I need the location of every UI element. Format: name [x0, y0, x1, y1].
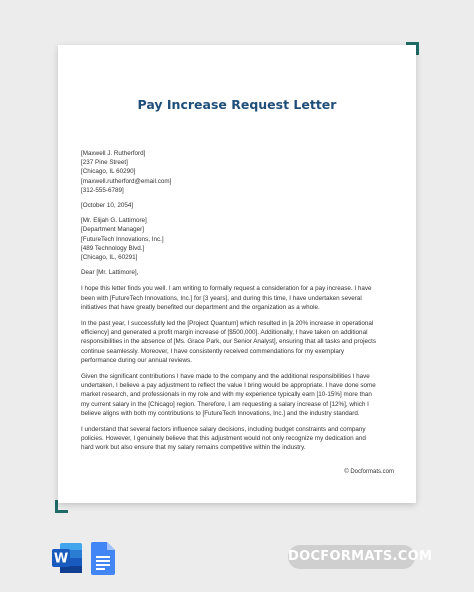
recipient-name: [Mr. Elijah G. Lattimore]	[81, 217, 147, 225]
microsoft-word-icon[interactable]	[51, 541, 83, 575]
paragraph-achievements	[81, 319, 398, 365]
letter-body	[81, 149, 398, 453]
letter-date: [October 10, 2054]	[81, 202, 134, 210]
salutation: Dear [Mr. Lattimore],	[81, 269, 139, 277]
paragraph-line: believe aligns with both my contributions to [FutureTech Innovations, Inc.] and the industry standard.	[81, 409, 360, 417]
sender-street: [237 Pine Street]	[81, 159, 128, 167]
google-docs-icon[interactable]	[91, 542, 115, 575]
paragraph-line: been with [FutureTech Innovations, Inc.] for [3 years], and during this time, I have undertaken several	[81, 294, 362, 302]
paragraph-line: Given the significant contributions I have made to the company and the additional responsibilities I have	[81, 373, 370, 381]
word-letter: W	[53, 551, 69, 567]
sender-phone: [312-555-6789]	[81, 186, 124, 194]
copyright-mark: © Docformats.com	[344, 469, 394, 475]
sender-block	[81, 149, 398, 195]
paragraph-line: efficiency] and generated a profit margin increase of [$500,000]. Additionally, I have taken on additional	[81, 329, 368, 337]
paragraph-line: I hope this letter finds you well. I am writing to formally request a consideration for a pay increase. I have	[81, 285, 372, 293]
paragraph-intro	[81, 284, 398, 312]
paragraph-line: performance during our annual reviews.	[81, 356, 192, 364]
recipient-street: [489 Technology Blvd.]	[81, 244, 145, 252]
paragraph-line: market research, and professionals in my role and with my experience typically earn [10-15%] more than	[81, 391, 372, 399]
recipient-city: [Chicago, IL, 60291]	[81, 254, 138, 262]
paragraph-line: responsibilities in the absence of [Ms. Grace Park, our Senior Analyst], ensuring that all tasks and projects	[81, 338, 377, 346]
paragraph-line: policies. However, I genuinely believe that this adjustment would not only recognize my dedication and	[81, 435, 366, 443]
sender-city: [Chicago, IL 60290]	[81, 168, 136, 176]
document-page	[58, 45, 416, 503]
paragraph-line: undertaken, I believe a pay adjustment to reflect the value I bring would be appropriate. I have done some	[81, 382, 376, 390]
sender-email: [maxwell.rutherford@email.com]	[81, 177, 172, 185]
paragraph-line: initiatives that have greatly benefited our department and the organization as a whole.	[81, 303, 320, 311]
recipient-block	[81, 216, 398, 262]
docformats-brand-button[interactable]: DOCFORMATS.COM	[288, 545, 415, 569]
sender-name: [Maxwell J. Rutherford]	[81, 150, 146, 157]
paragraph-line: In the past year, I successfully led the [Project Quantum] which resulted in [a 20% increase in operational	[81, 320, 374, 328]
paragraph-line: continue seamlessly. Moreover, I have consistently received commendations for my exemplary	[81, 347, 345, 355]
recipient-title: [Department Manager]	[81, 226, 144, 234]
paragraph-closing	[81, 425, 398, 453]
app-icons	[51, 541, 121, 577]
paragraph-line: I understand that several factors influence salary decisions, including budget constraints and company	[81, 426, 366, 434]
paragraph-line: hard work but also ensure that my salary remains competitive within the industry.	[81, 444, 306, 452]
recipient-company: [FutureTech Innovations, Inc.]	[81, 235, 164, 243]
document-title: Pay Increase Request Letter	[137, 97, 337, 112]
paragraph-line: my current salary in the [Chicago] region. Therefore, I am requesting a salary increase of [12%], which I	[81, 400, 369, 408]
paragraph-request	[81, 372, 398, 418]
